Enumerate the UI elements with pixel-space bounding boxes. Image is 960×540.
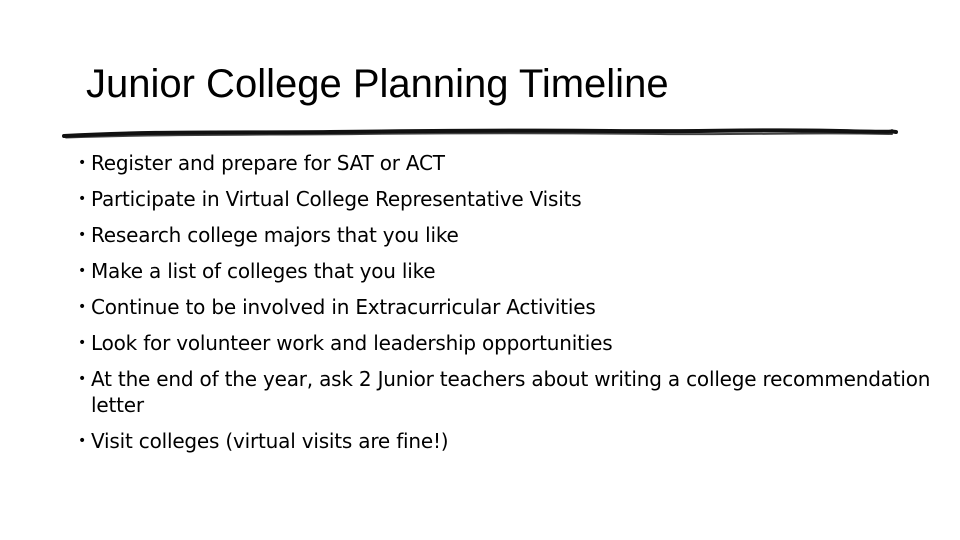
list-item bbox=[78, 428, 938, 454]
list-item bbox=[78, 186, 938, 212]
bullet-list bbox=[78, 150, 938, 464]
bullet-icon: • bbox=[78, 227, 87, 243]
bullet-text: Register and prepare for SAT or ACT bbox=[91, 151, 445, 175]
bullet-text: At the end of the year, ask 2 Junior teachers about writing a college recommendation letter bbox=[91, 367, 931, 417]
bullet-icon: • bbox=[78, 433, 87, 449]
list-item bbox=[78, 150, 938, 176]
bullet-text: Look for volunteer work and leadership opportunities bbox=[91, 331, 613, 355]
list-item bbox=[78, 330, 938, 356]
list-item bbox=[78, 366, 938, 418]
bullet-icon: • bbox=[78, 263, 87, 279]
bullet-icon: • bbox=[78, 155, 87, 171]
title-underline bbox=[0, 0, 960, 160]
bullet-icon: • bbox=[78, 371, 87, 387]
bullet-text: Participate in Virtual College Representative Visits bbox=[91, 187, 582, 211]
slide-title: Junior College Planning Timeline bbox=[86, 62, 669, 106]
bullet-text: Continue to be involved in Extracurricular Activities bbox=[91, 295, 596, 319]
bullet-icon: • bbox=[78, 335, 87, 351]
bullet-text: Visit colleges (virtual visits are fine!) bbox=[91, 429, 449, 453]
bullet-text: Research college majors that you like bbox=[91, 223, 459, 247]
list-item bbox=[78, 222, 938, 248]
list-item bbox=[78, 258, 938, 284]
bullet-text: Make a list of colleges that you like bbox=[91, 259, 436, 283]
list-item bbox=[78, 294, 938, 320]
bullet-icon: • bbox=[78, 191, 87, 207]
bullet-icon: • bbox=[78, 299, 87, 315]
